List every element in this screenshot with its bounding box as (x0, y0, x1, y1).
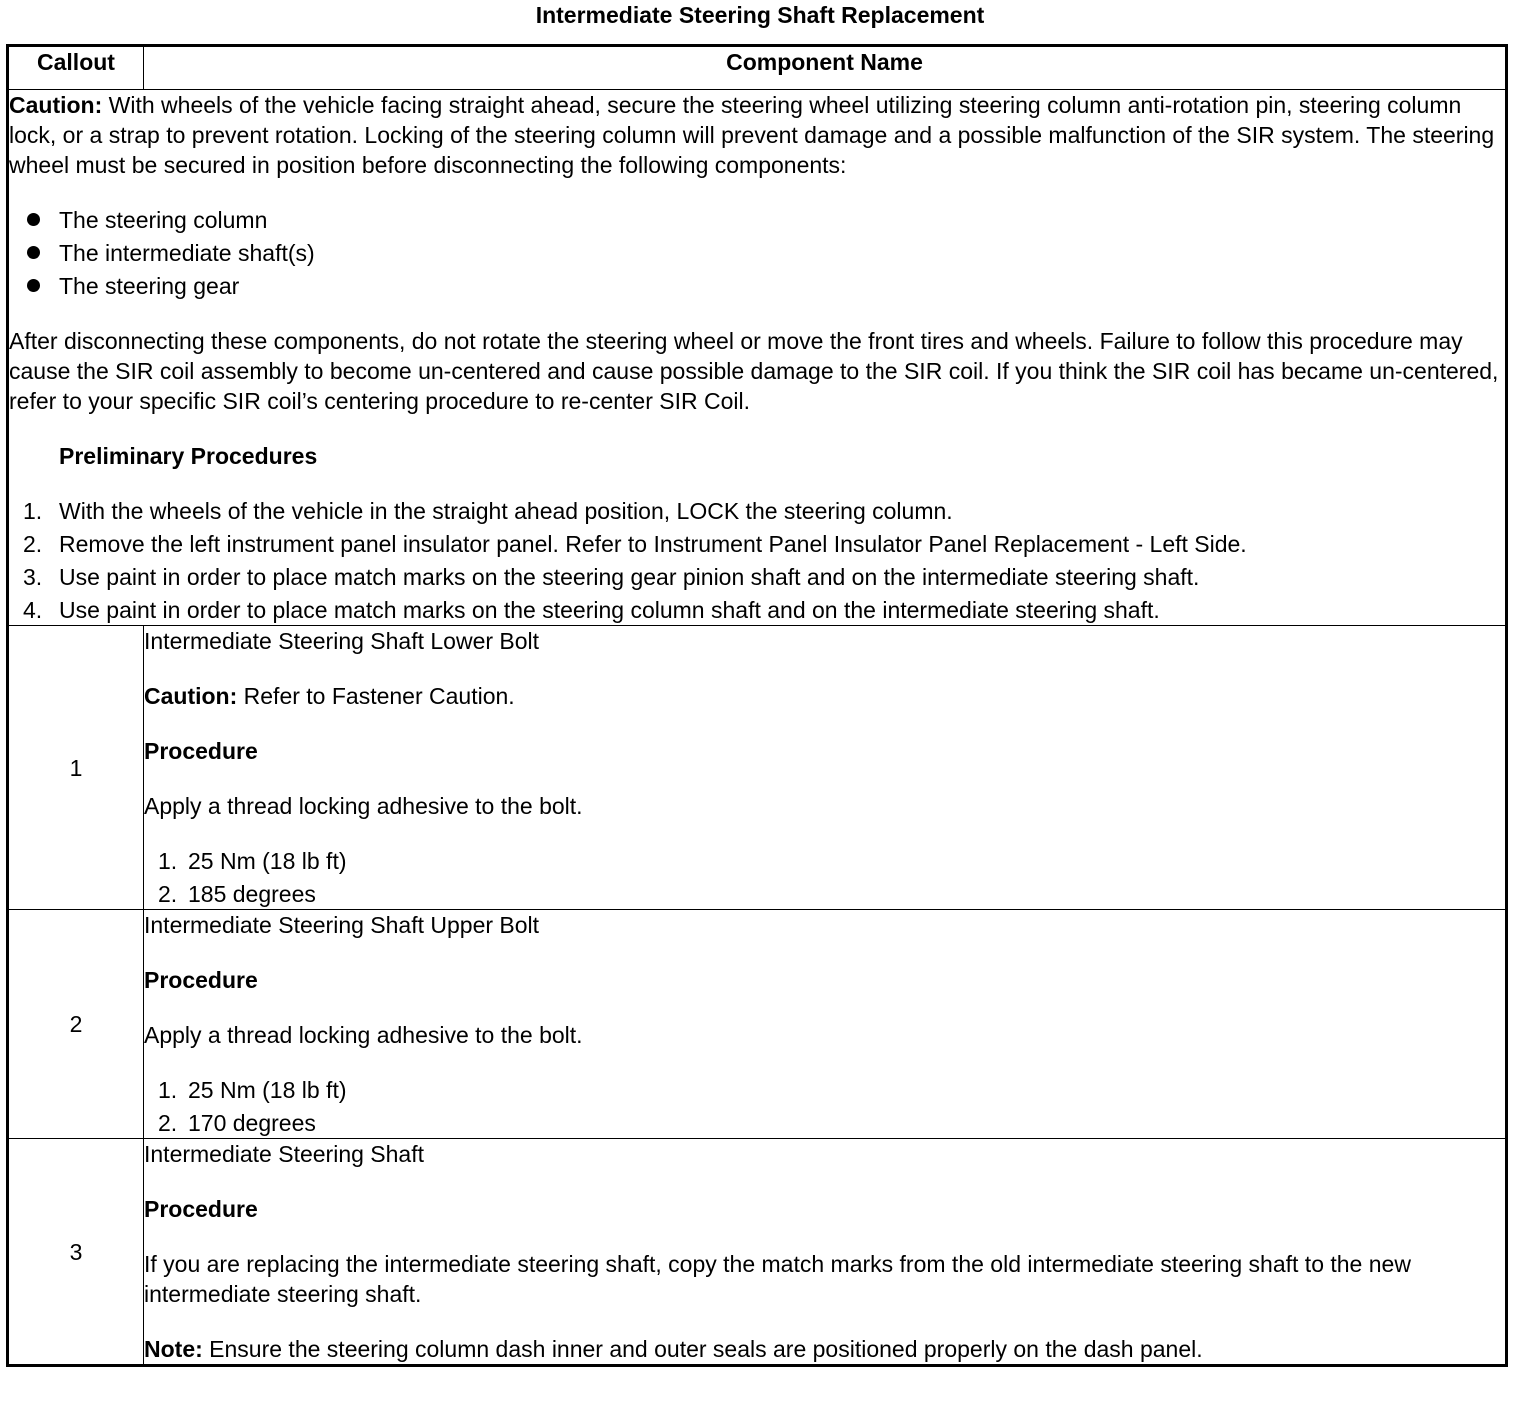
bullet-text: The steering column (59, 207, 268, 233)
table-row (8, 626, 1507, 910)
list-item (144, 879, 1505, 909)
note-text: Ensure the steering column dash inner and outer seals are positioned properly on the dash panel. (202, 1336, 1203, 1362)
list-item (9, 238, 1505, 271)
caution-text: Refer to Fastener Caution. (237, 683, 515, 709)
procedure-text: Apply a thread locking adhesive to the bolt. (144, 793, 583, 819)
step-text: Remove the left instrument panel insulator panel. Refer to Instrument Panel Insulator Panel Replacement - Left Side. (59, 531, 1247, 557)
procedure-heading: Procedure (144, 738, 258, 764)
intro-row (8, 90, 1507, 626)
spec-list (144, 1075, 1505, 1138)
step-number: 3. (23, 564, 43, 590)
component-bullet-list (9, 205, 1505, 304)
component-cell (144, 1139, 1507, 1366)
callout-number: 3 (8, 1139, 144, 1366)
row-note (144, 1334, 1505, 1364)
component-name: Intermediate Steering Shaft (144, 1141, 424, 1167)
intro-cell (8, 90, 1507, 626)
component-cell (144, 626, 1507, 910)
after-disconnect-text: After disconnecting these components, do not rotate the steering wheel or move the front tires and wheels. Failure to follow this procedure may cause the SIR coil assembly to become un-centered and cause possible damage to the SIR coil. If you think the SIR coil has became un-centered, refer to your specific SIR coil’s centering procedure to re-center SIR Coil. (9, 328, 1499, 414)
table-header-row (8, 46, 1507, 90)
list-item (9, 205, 1505, 238)
spec-text: 170 degrees (188, 1110, 316, 1136)
bullet-icon (27, 213, 40, 226)
preliminary-steps-list (9, 496, 1505, 625)
list-item (144, 1108, 1505, 1138)
list-item (9, 271, 1505, 304)
step-text: With the wheels of the vehicle in the straight ahead position, LOCK the steering column. (59, 498, 953, 524)
list-item (9, 595, 1505, 625)
bullet-icon (27, 246, 40, 259)
procedure-heading: Procedure (144, 1196, 258, 1222)
bullet-text: The steering gear (59, 273, 240, 299)
spec-text: 185 degrees (188, 881, 316, 907)
list-item (9, 562, 1505, 595)
note-label: Note: (144, 1336, 203, 1362)
caution-label: Caution: (9, 92, 103, 118)
callout-column-header: Callout (8, 46, 144, 90)
table-row (8, 1139, 1507, 1366)
step-number: 2. (23, 531, 43, 557)
bullet-icon (27, 279, 40, 292)
page-title: Intermediate Steering Shaft Replacement (535, 2, 985, 28)
intro-caution (9, 90, 1505, 180)
caution-text: With wheels of the vehicle facing straight ahead, secure the steering wheel utilizing steering column anti-rotation pin, steering column lock, or a strap to prevent rotation. Locking of the steering column will prevent damage and a possible malfunction of the SIR system. The steering wheel must be secured in position before disconnecting the following components: (9, 92, 1495, 178)
component-cell (144, 910, 1507, 1139)
step-number: 4. (23, 597, 43, 623)
spec-number: 1. (158, 1077, 178, 1103)
callout-number: 1 (8, 626, 144, 910)
procedure-text: If you are replacing the intermediate steering shaft, copy the match marks from the old intermediate steering shaft to the new intermediate steering shaft. (144, 1251, 1411, 1307)
procedure-heading: Procedure (144, 967, 258, 993)
bullet-text: The intermediate shaft(s) (59, 240, 315, 266)
spec-number: 2. (158, 1110, 178, 1136)
spec-number: 2. (158, 881, 178, 907)
list-item (144, 846, 1505, 879)
row-caution (144, 681, 1505, 711)
caution-label: Caution: (144, 683, 238, 709)
component-name-column-header: Component Name (144, 46, 1507, 90)
spec-text: 25 Nm (18 lb ft) (188, 1077, 347, 1103)
component-name: Intermediate Steering Shaft Lower Bolt (144, 628, 540, 654)
list-item (9, 529, 1505, 562)
spec-text: 25 Nm (18 lb ft) (188, 848, 347, 874)
procedure-text: Apply a thread locking adhesive to the bolt. (144, 1022, 583, 1048)
list-item (144, 1075, 1505, 1108)
step-text: Use paint in order to place match marks on the steering gear pinion shaft and on the intermediate steering shaft. (59, 564, 1200, 590)
step-number: 1. (23, 498, 43, 524)
list-item (9, 496, 1505, 529)
callout-number: 2 (8, 910, 144, 1139)
component-name: Intermediate Steering Shaft Upper Bolt (144, 912, 540, 938)
spec-number: 1. (158, 848, 178, 874)
step-text: Use paint in order to place match marks on the steering column shaft and on the intermediate steering shaft. (59, 597, 1160, 623)
table-row (8, 910, 1507, 1139)
preliminary-procedures-heading: Preliminary Procedures (59, 443, 318, 469)
procedure-table (6, 44, 1508, 1367)
spec-list (144, 846, 1505, 909)
